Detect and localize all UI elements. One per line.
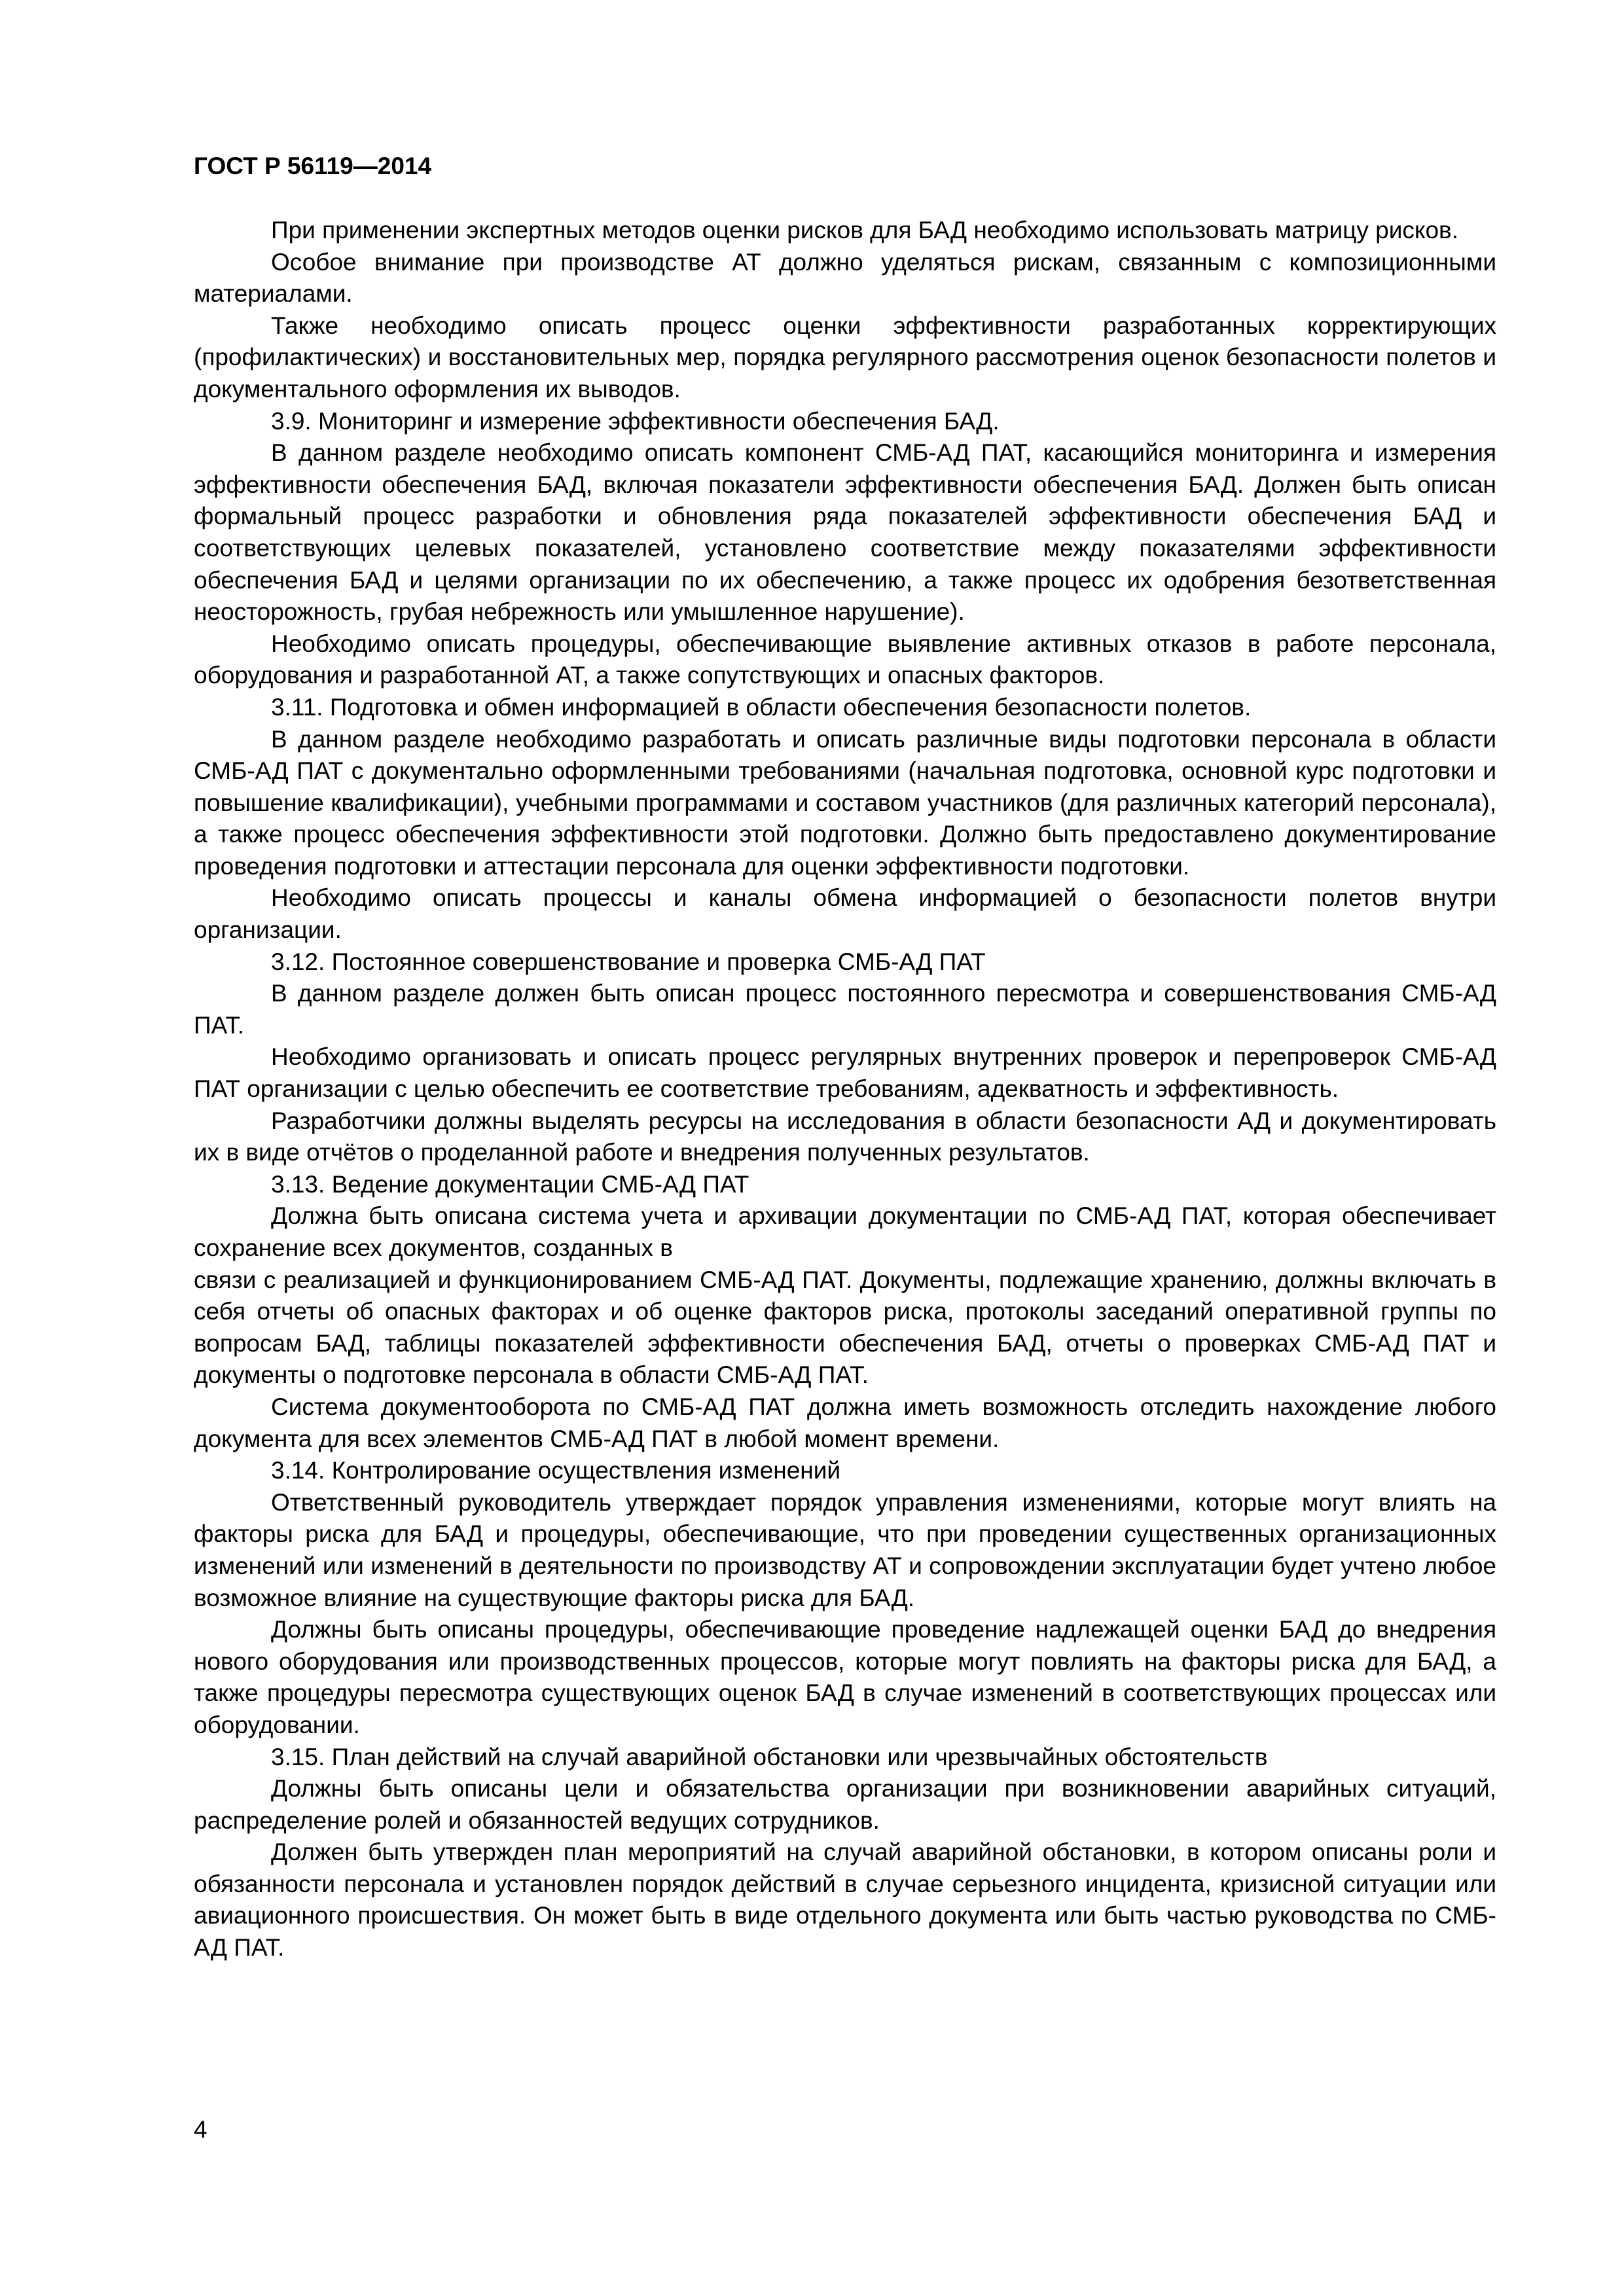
section-heading: 3.15. План действий на случай аварийной обстановки или чрезвычайных обстоятельств bbox=[271, 1743, 1268, 1770]
section-heading: 3.12. Постоянное совершенствование и проверка СМБ-АД ПАТ bbox=[271, 948, 986, 975]
paragraph: При применении экспертных методов оценки рисков для БАД необходимо использовать матрицу рисков. bbox=[271, 217, 1458, 243]
paragraph: Особое внимание при производстве АТ должно уделяться рискам, связанным с композиционными материалами. bbox=[194, 248, 1496, 308]
paragraph: Также необходимо описать процесс оценки эффективности разработанных корректирующих (профилактических) и восстановительных мер, порядка регулярного рассмотрения оценок безопасности полетов и документального оформления их выводов. bbox=[194, 312, 1496, 403]
paragraph: В данном разделе необходимо разработать и описать различные виды подготовки персонала в области СМБ-АД ПАТ с документально оформленными требованиями (начальная подготовка, основной курс подготовки и повышение квалификации), учебными программами и составом участников (для различных категорий персонала), а также процесс обеспечения эффективности этой подготовки. Должно быть предоставлено документирование проведения подготовки и аттестации персонала для оценки эффективности подготовки. bbox=[194, 725, 1496, 880]
standard-code-header: ГОСТ Р 56119—2014 bbox=[194, 152, 432, 179]
section-heading: 3.14. Контролирование осуществления изменений bbox=[271, 1457, 841, 1484]
paragraph: Необходимо организовать и описать процесс регулярных внутренних проверок и перепроверок СМБ-АД ПАТ организации с целью обеспечить ее соответствие требованиям, адекватность и эффективность. bbox=[194, 1043, 1496, 1103]
paragraph: Система документооборота по СМБ-АД ПАТ должна иметь возможность отследить нахождение любого документа для всех элементов СМБ-АД ПАТ в любой момент времени. bbox=[194, 1393, 1496, 1452]
paragraph: Должен быть утвержден план мероприятий на случай аварийной обстановки, в котором описаны роли и обязанности персонала и установлен порядок действий в случае серьезного инцидента, кризисной ситуации или авиационного происшествия. Он может быть в виде отдельного документа или быть частью руководства по СМБ-АД ПАТ. bbox=[194, 1839, 1496, 1962]
page-number: 4 bbox=[194, 2116, 208, 2143]
section-heading: 3.11. Подготовка и обмен информацией в области обеспечения безопасности полетов. bbox=[271, 693, 1252, 721]
paragraph: Должны быть описаны процедуры, обеспечивающие проведение надлежащей оценки БАД до внедрения нового оборудования или производственных процессов, которые могут повлиять на факторы риска для БАД, а также процедуры пересмотра существующих оценок БАД в случае изменений в соответствующих процессах или оборудовании. bbox=[194, 1616, 1496, 1738]
paragraph: Должна быть описана система учета и архивации документации по СМБ-АД ПАТ, которая обеспечивает сохранение всех документов, созданных в bbox=[194, 1202, 1496, 1261]
paragraph: Разработчики должны выделять ресурсы на исследования в области безопасности АД и документировать их в виде отчётов о проделанной работе и внедрения полученных результатов. bbox=[194, 1107, 1496, 1166]
paragraph: В данном разделе должен быть описан процесс постоянного пересмотра и совершенствования СМБ-АД ПАТ. bbox=[194, 980, 1496, 1039]
paragraph: Ответственный руководитель утверждает порядок управления изменениями, которые могут влиять на факторы риска для БАД и процедуры, обеспечивающие, что при проведении существенных организационных изменений или изменений в деятельности по производству АТ и сопровождении эксплуатации будет учтено любое возможное влияние на существующие факторы риска для БАД. bbox=[194, 1488, 1496, 1611]
section-heading: 3.9. Мониторинг и измерение эффективности обеспечения БАД. bbox=[271, 407, 1000, 435]
paragraph: Необходимо описать процессы и каналы обмена информацией о безопасности полетов внутри организации. bbox=[194, 884, 1496, 944]
paragraph: В данном разделе необходимо описать компонент СМБ-АД ПАТ, касающийся мониторинга и измерения эффективности обеспечения БАД, включая показатели эффективности обеспечения БАД. Должен быть описан формальный процесс разработки и обновления ряда показателей эффективности обеспечения БАД и соответствующих целевых показателей, установлено соответствие между показателями эффективности обеспечения БАД и целями организации по их обеспечению, а также процесс их одобрения безответственная неосторожность, грубая небрежность или умышленное нарушение). bbox=[194, 439, 1496, 626]
paragraph: Необходимо описать процедуры, обеспечивающие выявление активных отказов в работе персонала, оборудования и разработанной АТ, а также сопутствующих и опасных факторов. bbox=[194, 630, 1496, 689]
document-body bbox=[194, 215, 1496, 1964]
paragraph-continuation: связи с реализацией и функционированием СМБ-АД ПАТ. Документы, подлежащие хранению, должны включать в себя отчеты об опасных факторах и об оценке факторов риска, протоколы заседаний оперативной группы по вопросам БАД, таблицы показателей эффективности обеспечения БАД, отчеты о проверках СМБ-АД ПАТ и документы о подготовке персонала в области СМБ-АД ПАТ. bbox=[194, 1266, 1496, 1389]
section-heading: 3.13. Ведение документации СМБ-АД ПАТ bbox=[271, 1170, 749, 1198]
paragraph: Должны быть описаны цели и обязательства организации при возникновении аварийных ситуаций, распределение ролей и обязанностей ведущих сотрудников. bbox=[194, 1775, 1496, 1834]
